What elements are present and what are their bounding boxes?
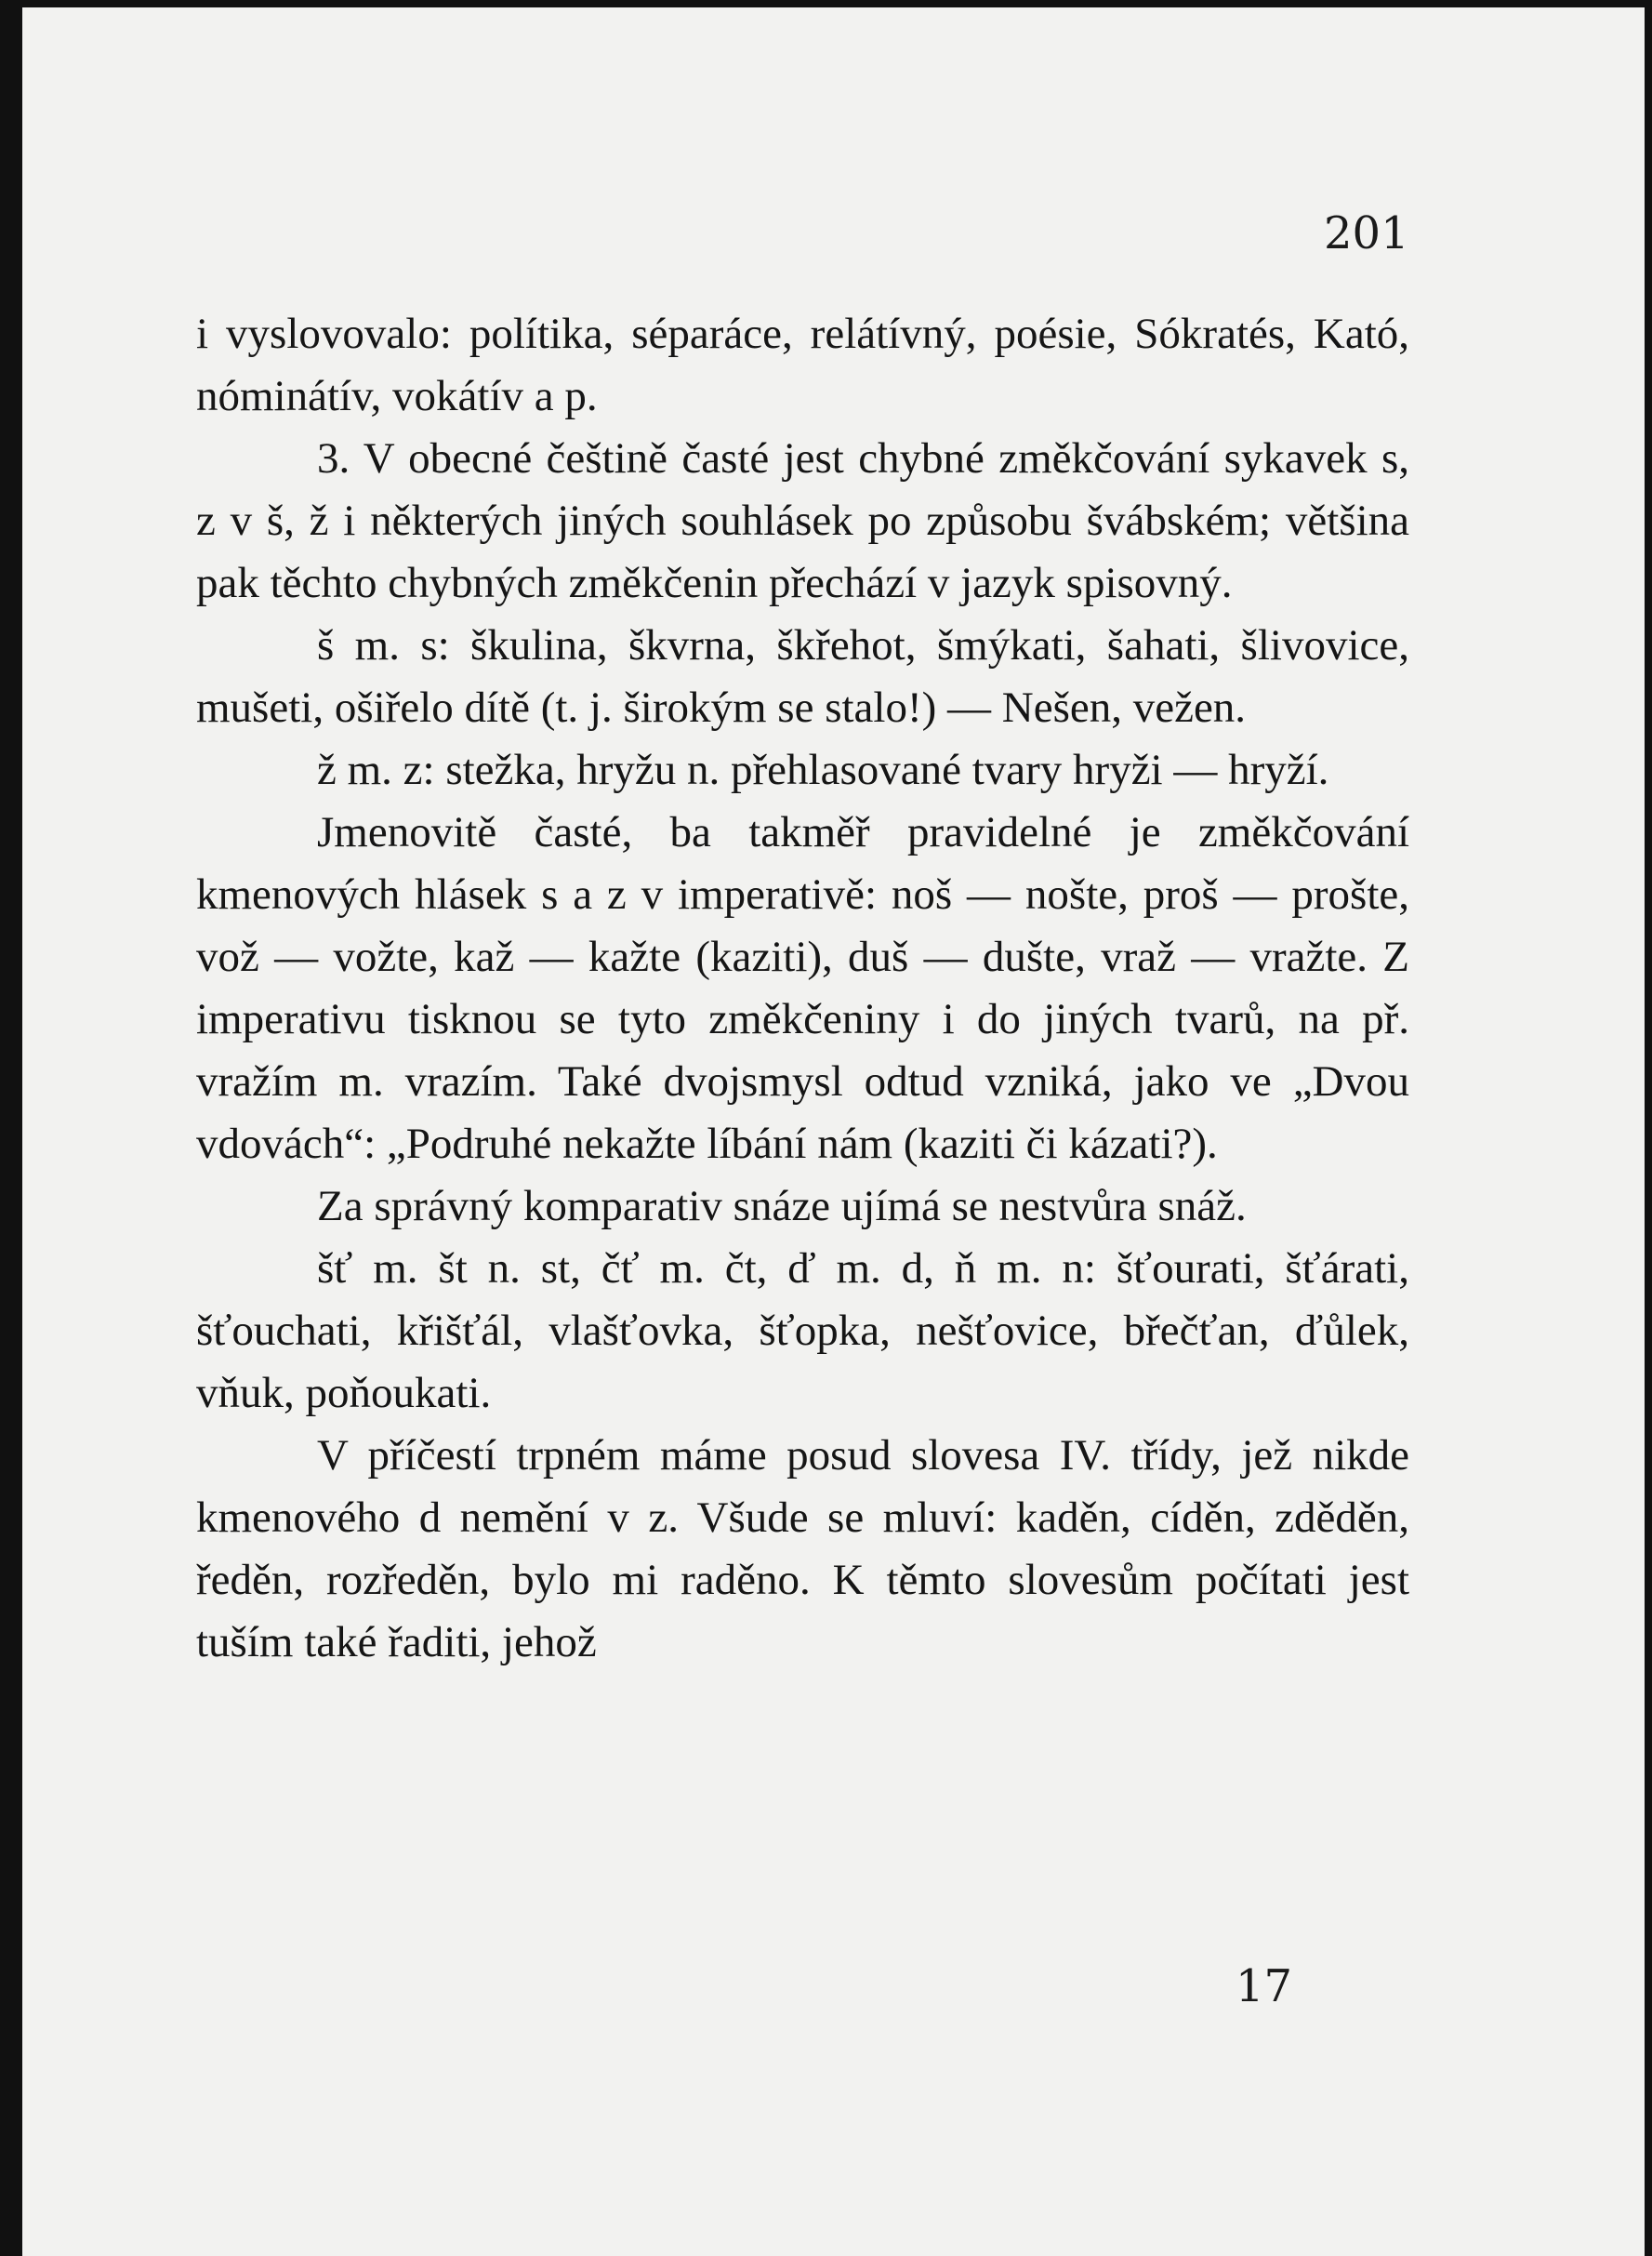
page-number: 201: [1324, 207, 1409, 259]
paragraph-5: Jmenovitě časté, ba takměř pravidelné je změkčování kmenových hlásek s a z v imperativě: noš — nošte, proš — prošte, vož — vožte, kaž — kažte (kaziti), duš — dušte, vraž — vražte. Z imperativu tisknou se tyto změkčeniny i do jiných tvarů, na př. vražím m. vrazím. Také dvojsmysl odtud vzniká, jako ve „Dvou vdovách“: „Podruhé nekažte líbání nám (kaziti či kázati?).: [196, 808, 1409, 1168]
paragraph-2: 3. V obecné češtině časté jest chybné změkčování sykavek s, z v š, ž i některých jiných souhlásek po způsobu švábském; většina pak těchto chybných změkčenin přechází v jazyk spisovný.: [196, 434, 1409, 607]
paragraph-4: ž m. z: stežka, hryžu n. přehlasované tvary hryži — hryží.: [317, 746, 1329, 794]
scan-border-right: [1645, 0, 1652, 2256]
paragraph-1: i vyslovovalo: polítika, séparáce, relátívný, poésie, Sókratés, Kató, nóminátív, vokátív a p.: [196, 310, 1409, 420]
book-page: [22, 7, 1645, 2256]
paragraph-3: š m. s: škulina, škvrna, škřehot, šmýkati, šahati, šlivovice, mušeti, ošiřelo dítě (t. j. širokým se stalo!) — Nešen, vežen.: [196, 621, 1409, 732]
body-text: [196, 303, 1409, 1674]
paragraph-8: V příčestí trpném máme posud slovesa IV. třídy, jež nikde kmenového d nemění v z. Všude se mluví: kaděn, cíděn, zděděn, ředěn, rozředěn, bylo mi raděno. K těmto slovesům počítati jest tuším také řaditi, jehož: [196, 1431, 1409, 1666]
paragraph-7: šť m. št n. st, čť m. čt, ď m. d, ň m. n: šťourati, šťárati, šťouchati, křišťál, vlašťovka, šťopka, nešťovice, břečťan, ďůlek, vňuk, poňoukati.: [196, 1244, 1409, 1417]
paragraph-6: Za správný komparativ snáze ujímá se nestvůra snáž.: [317, 1182, 1247, 1230]
scan-border-left: [0, 0, 22, 2256]
signature-number: 17: [1236, 1960, 1293, 2012]
scan-border-top: [0, 0, 1652, 7]
